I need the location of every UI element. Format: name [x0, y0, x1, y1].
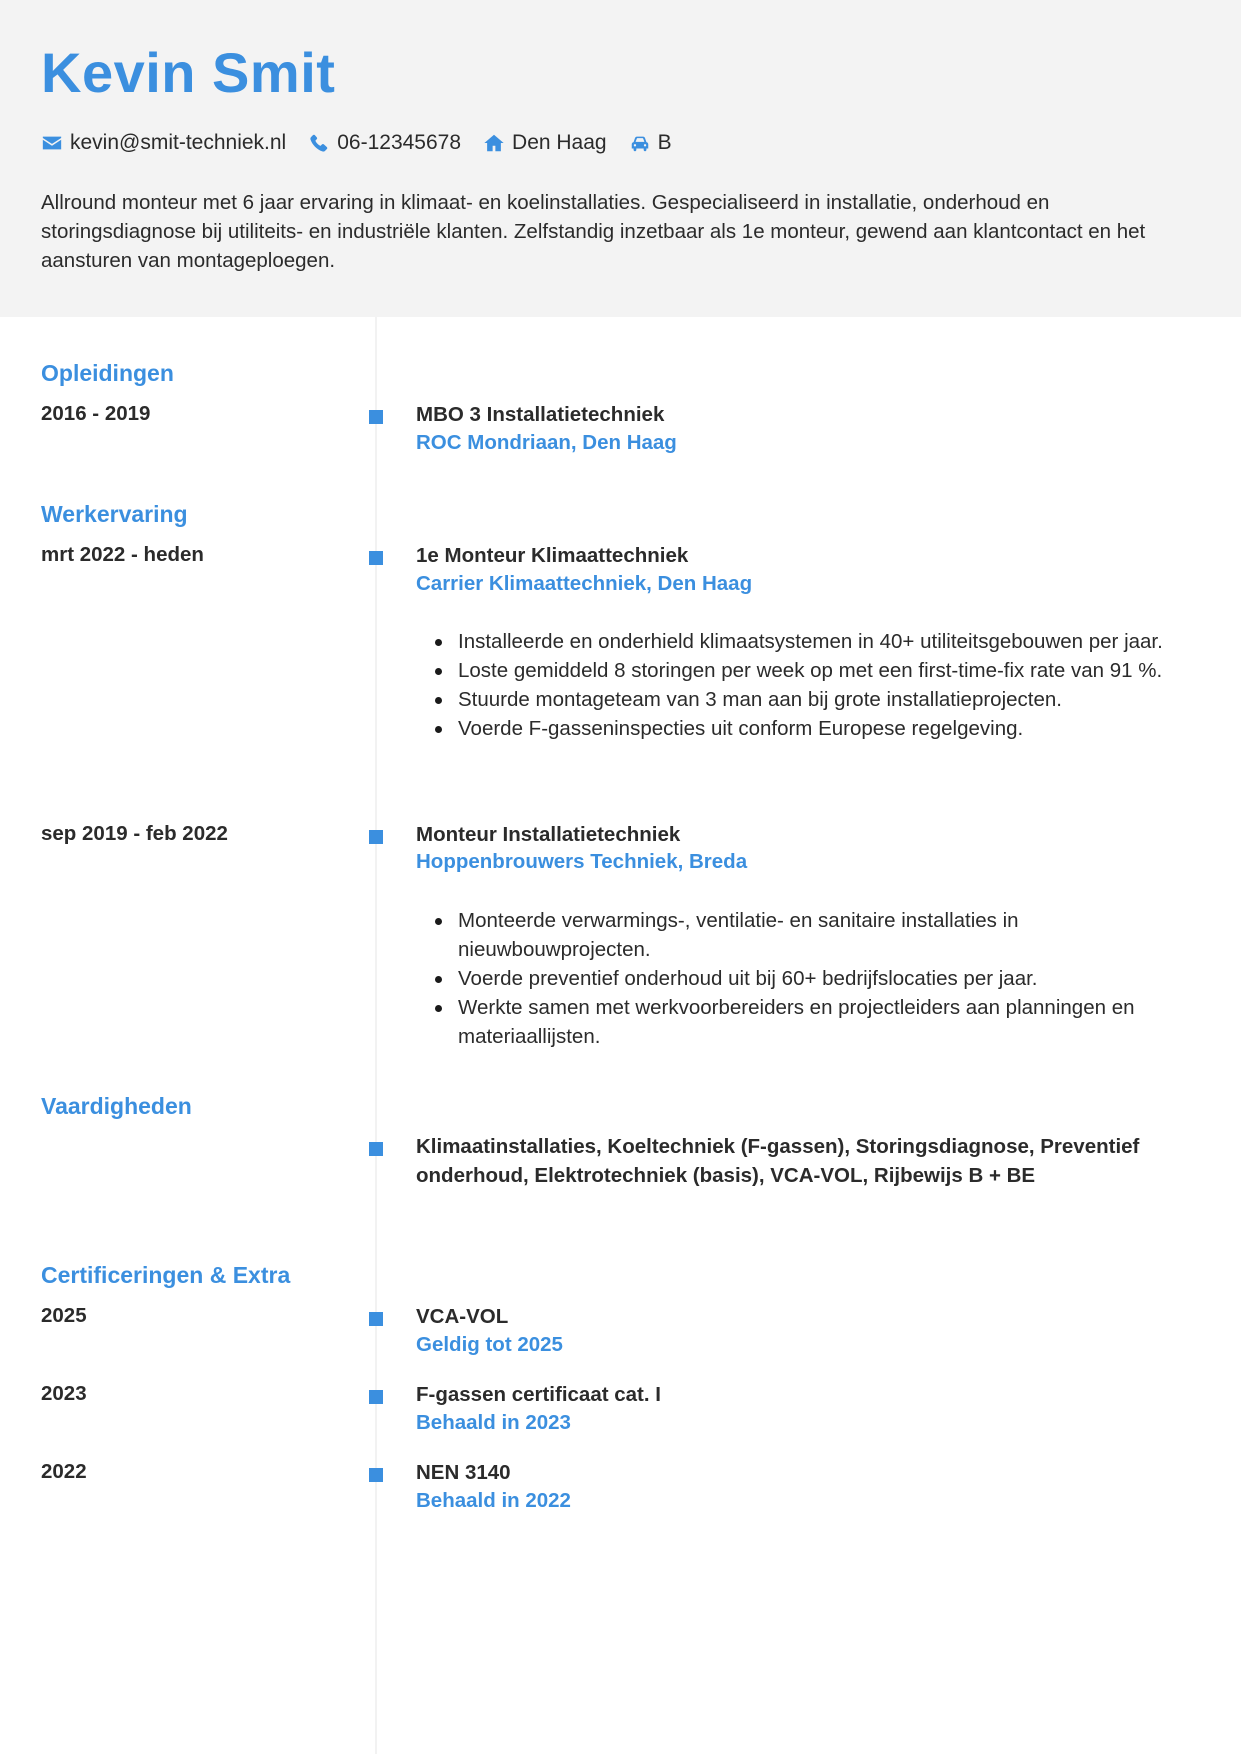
- certification-detail: Behaald in 2022: [416, 1489, 571, 1512]
- section-title-certifications: Certificeringen & Extra: [41, 1262, 291, 1288]
- section-title-education: Opleidingen: [41, 360, 174, 386]
- list-item: Stuurde montageteam van 3 man aan bij grote installatieprojecten.: [416, 685, 1206, 714]
- education-title: MBO 3 Installatietechniek: [416, 403, 665, 426]
- phone-icon: [308, 132, 330, 154]
- candidate-name: Kevin Smit: [41, 41, 336, 104]
- section-title-experience: Werkervaring: [41, 501, 188, 527]
- phone-text: 06-12345678: [337, 131, 462, 154]
- license-text: B: [657, 131, 672, 154]
- education-date: 2016 - 2019: [41, 402, 151, 425]
- section-title-skills: Vaardigheden: [41, 1093, 192, 1119]
- resume-header: [0, 0, 1241, 317]
- experience-employer: Hoppenbrouwers Techniek, Breda: [416, 850, 748, 873]
- list-item: Monteerde verwarmings-, ventilatie- en sanitaire installaties in nieuwbouwprojecten.: [416, 906, 1206, 964]
- list-item: Werkte samen met werkvoorbereiders en projectleiders aan planningen en materiaallijsten.: [416, 993, 1206, 1051]
- certification-title: NEN 3140: [416, 1461, 511, 1484]
- list-item: Voerde preventief onderhoud uit bij 60+ bedrijfslocaties per jaar.: [416, 964, 1206, 993]
- contact-phone: [308, 131, 461, 155]
- experience-title: Monteur Installatietechniek: [416, 823, 681, 846]
- timeline-line: [375, 317, 377, 1754]
- profile-summary: Allround monteur met 6 jaar ervaring in klimaat- en koelinstallaties. Gespecialiseerd in installatie, onderhoud en storingsdiagnose bij utiliteits- en industriële klanten. Zelfstandig inzetbaar als 1e monteur, gewend aan klantcontact en het aansturen van montageploegen.: [41, 191, 1146, 272]
- timeline-marker: [369, 1468, 383, 1482]
- envelope-icon: [41, 132, 63, 154]
- experience-bullets: [416, 906, 1206, 1051]
- certification-detail: Behaald in 2023: [416, 1411, 571, 1434]
- timeline-marker: [369, 1390, 383, 1404]
- list-item: Installeerde en onderhield klimaatsystemen in 40+ utiliteitsgebouwen per jaar.: [416, 627, 1206, 656]
- experience-date: sep 2019 - feb 2022: [41, 822, 228, 845]
- timeline-marker: [369, 1142, 383, 1156]
- certification-date: 2022: [41, 1460, 87, 1483]
- list-item: Voerde F-gasseninspecties uit conform Europese regelgeving.: [416, 714, 1206, 743]
- contact-license: [629, 131, 672, 155]
- car-icon: [629, 132, 651, 154]
- certification-title: F-gassen certificaat cat. I: [416, 1383, 661, 1406]
- certification-title: VCA-VOL: [416, 1305, 509, 1328]
- contact-email: [41, 131, 286, 155]
- certification-date: 2023: [41, 1382, 87, 1405]
- timeline-marker: [369, 830, 383, 844]
- contact-row: [41, 128, 694, 158]
- timeline-marker: [369, 410, 383, 424]
- timeline-marker: [369, 551, 383, 565]
- home-icon: [483, 132, 505, 154]
- skills-list: Klimaatinstallaties, Koeltechniek (F-gassen), Storingsdiagnose, Preventief onderhoud, Elektrotechniek (basis), VCA-VOL, Rijbewijs B + BE: [416, 1135, 1140, 1187]
- experience-bullets: [416, 627, 1206, 743]
- email-text: kevin@smit-techniek.nl: [70, 131, 287, 154]
- list-item: Loste gemiddeld 8 storingen per week op met een first-time-fix rate van 91 %.: [416, 656, 1206, 685]
- certification-detail: Geldig tot 2025: [416, 1333, 563, 1356]
- experience-date: mrt 2022 - heden: [41, 543, 204, 566]
- certification-date: 2025: [41, 1304, 87, 1327]
- experience-title: 1e Monteur Klimaattechniek: [416, 544, 689, 567]
- contact-city: [483, 131, 607, 155]
- city-text: Den Haag: [512, 131, 607, 154]
- experience-employer: Carrier Klimaattechniek, Den Haag: [416, 572, 753, 595]
- timeline-marker: [369, 1312, 383, 1326]
- education-school: ROC Mondriaan, Den Haag: [416, 431, 677, 454]
